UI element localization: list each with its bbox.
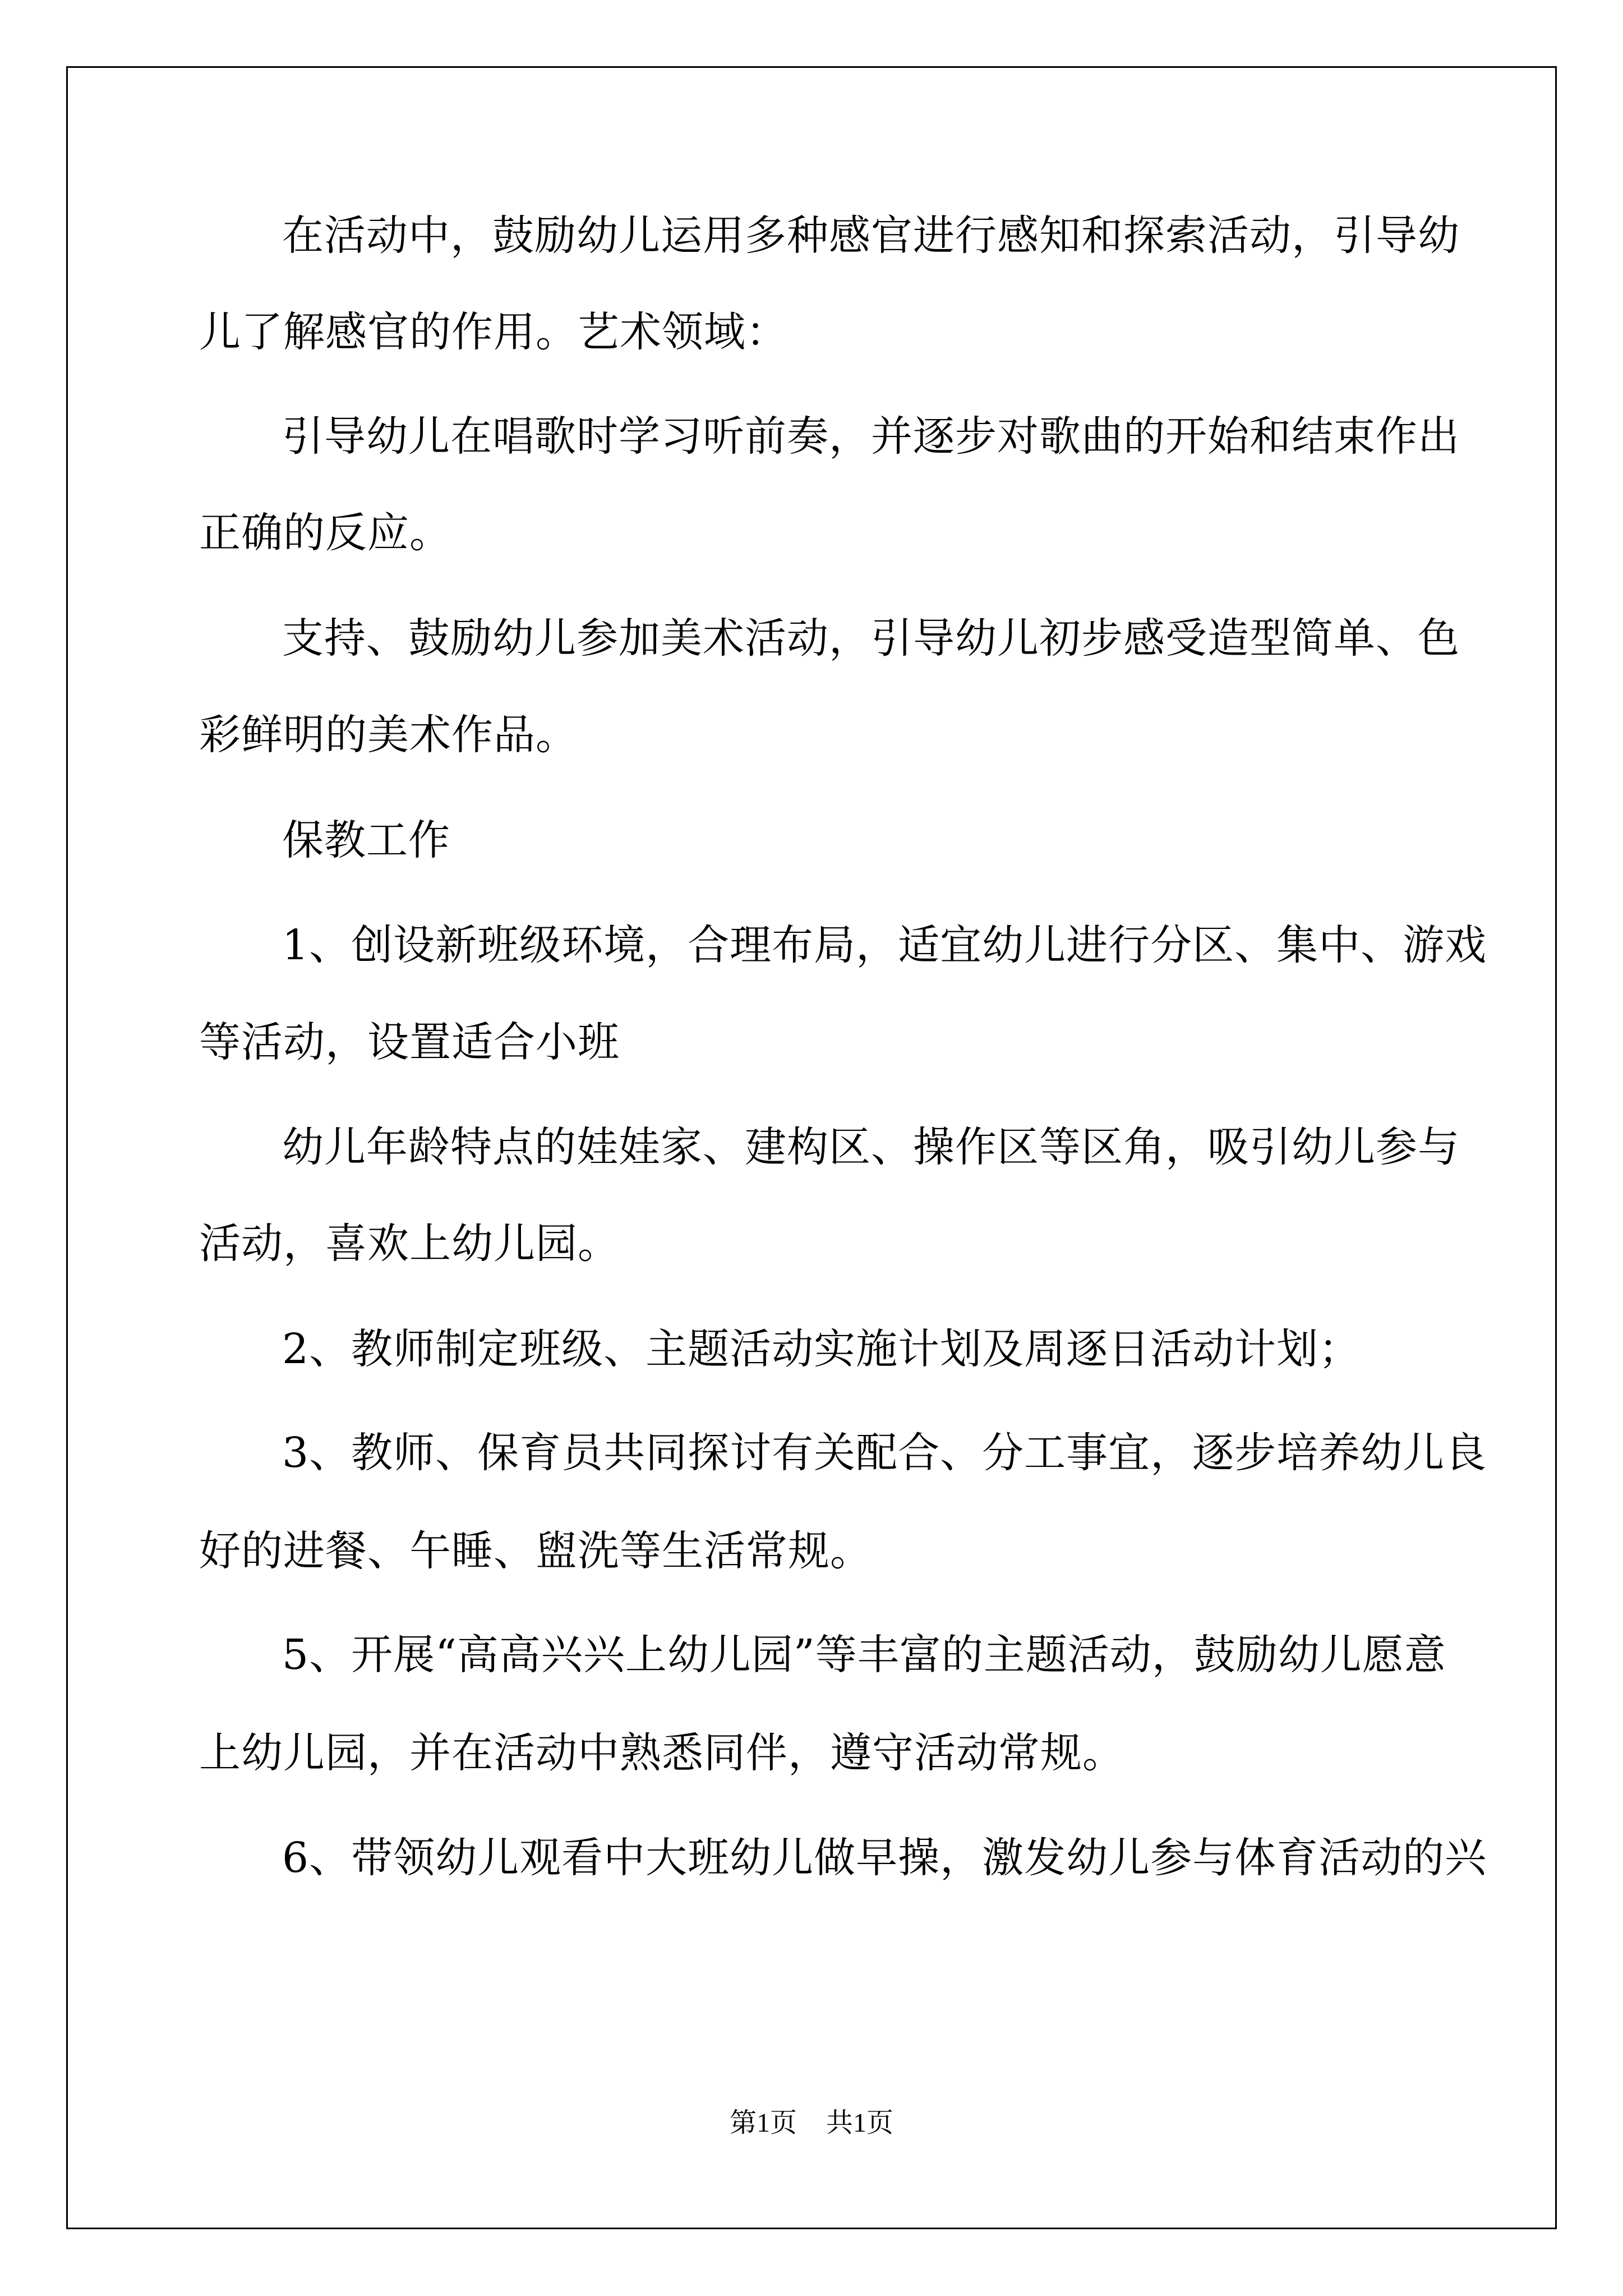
text-line: 幼儿年龄特点的娃娃家、建构区、操作区等区角，吸引幼儿参与 [282, 1123, 1460, 1171]
text-line: 等活动，设置适合小班 [199, 1018, 620, 1066]
text-line: 3、教师、保育员共同探讨有关配合、分工事宜，逐步培养幼儿良 [282, 1429, 1487, 1477]
text-line: 儿了解感官的作用。艺术领域： [199, 308, 788, 356]
text-line: 2、教师制定班级、主题活动实施计划及周逐日活动计划； [282, 1325, 1361, 1373]
text-line: 支持、鼓励幼儿参加美术活动，引导幼儿初步感受造型简单、色 [282, 614, 1460, 662]
text-line: 保教工作 [282, 816, 450, 864]
text-line: 彩鲜明的美术作品。 [199, 711, 578, 759]
text-line: 好的进餐、午睡、盥洗等生活常规。 [199, 1527, 872, 1575]
text-line: 正确的反应。 [199, 509, 451, 557]
page-footer [0, 2106, 1623, 2140]
page-total: 共1页 [826, 2108, 894, 2138]
text-line: 6、带领幼儿观看中大班幼儿做早操，激发幼儿参与体育活动的兴 [282, 1834, 1487, 1882]
text-line: 在活动中，鼓励幼儿运用多种感官进行感知和探索活动，引导幼 [282, 211, 1460, 260]
text-line: 1、创设新班级环境，合理布局，适宜幼儿进行分区、集中、游戏 [282, 921, 1487, 969]
text-line: 5、开展“高高兴兴上幼儿园”等丰富的主题活动，鼓励幼儿愿意 [282, 1631, 1446, 1679]
text-line: 上幼儿园，并在活动中熟悉同伴，遵守活动常规。 [199, 1729, 1124, 1777]
text-line: 活动，喜欢上幼儿园。 [199, 1220, 620, 1268]
page-number: 第1页 [729, 2108, 797, 2138]
text-line: 引导幼儿在唱歌时学习听前奏，并逐步对歌曲的开始和结束作出 [282, 412, 1460, 461]
